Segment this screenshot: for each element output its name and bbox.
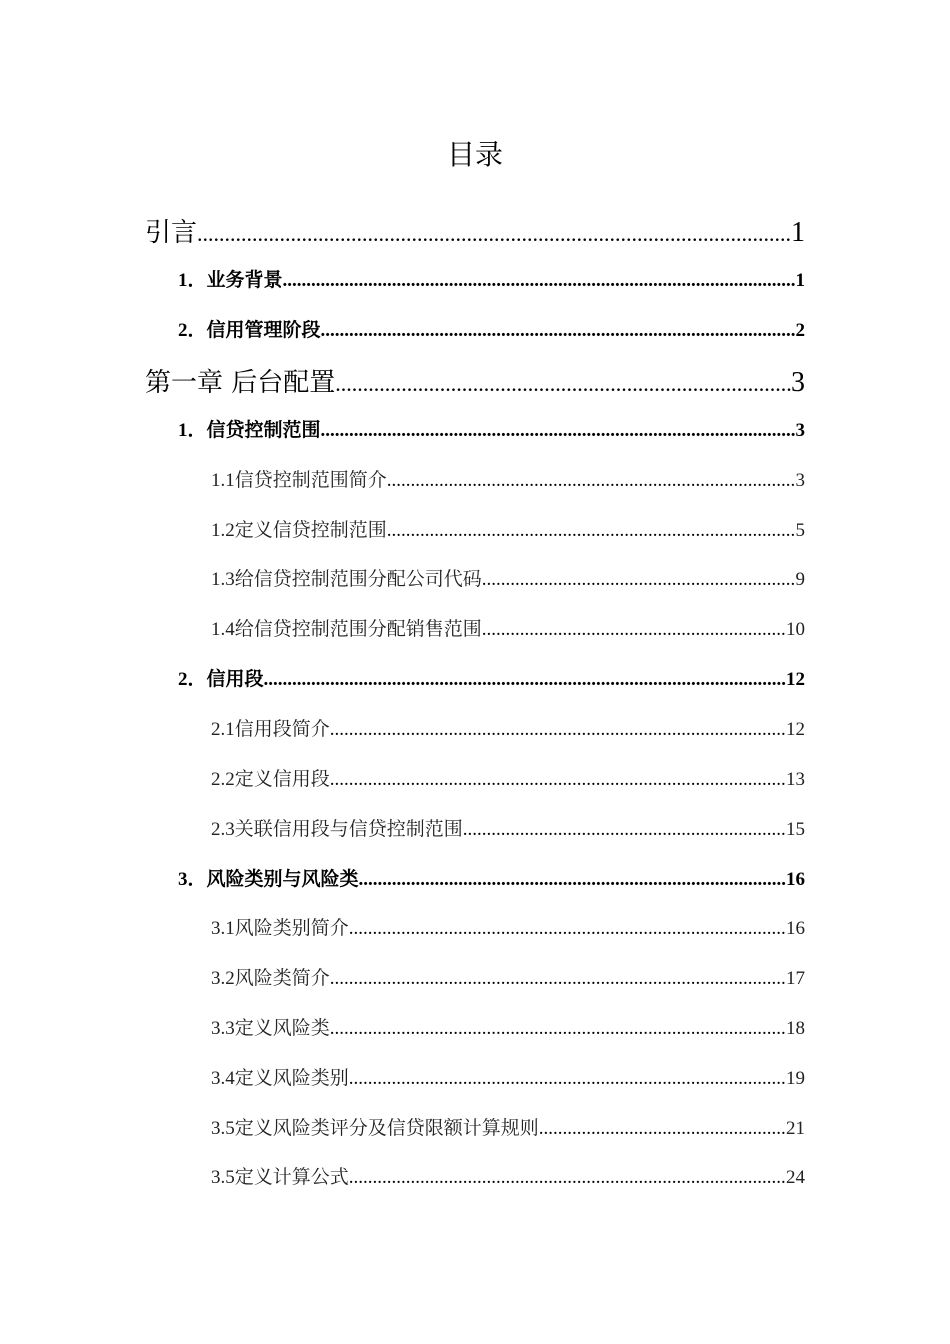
toc-entry-number: 2.1 — [211, 719, 235, 740]
toc-entry-number: 1． — [178, 420, 207, 441]
toc-entry[interactable] — [178, 315, 805, 342]
toc-entry-number: 1． — [178, 270, 207, 291]
toc-page-number: 12 — [786, 669, 805, 690]
toc-page-number: 2 — [795, 320, 805, 341]
toc-entry-number: 3． — [178, 869, 207, 890]
toc-entry-number: 2.3 — [211, 819, 235, 840]
toc-entry-title: 定义风险类别 — [234, 1067, 349, 1089]
toc-entry-number: 3.5 — [211, 1167, 235, 1188]
toc-entry[interactable] — [211, 564, 805, 591]
toc-entry[interactable] — [145, 362, 805, 399]
toc-entry[interactable] — [211, 714, 805, 741]
toc-leader-dots — [321, 420, 796, 442]
toc-entry-title: 风险类别简介 — [234, 917, 349, 939]
toc-leader-dots — [330, 1018, 786, 1040]
toc-leader-dots — [359, 869, 786, 891]
toc-leader-dots — [482, 619, 786, 641]
toc-page-number: 21 — [786, 1118, 805, 1139]
toc-entry-title: 定义信用段 — [234, 768, 330, 790]
toc-entry[interactable] — [211, 764, 805, 791]
toc-entry-number: 1.4 — [211, 619, 235, 640]
toc-entry-title: 业务背景 — [206, 269, 283, 291]
toc-entry[interactable] — [145, 212, 805, 249]
toc-leader-dots — [197, 221, 791, 247]
toc-entry-title: 引言 — [145, 218, 198, 248]
toc-page-number: 1 — [795, 270, 805, 291]
toc-leader-dots — [387, 520, 796, 542]
toc-leader-dots — [349, 1167, 786, 1189]
toc-entry[interactable] — [178, 415, 805, 442]
toc-leader-dots — [387, 470, 796, 492]
toc-entry-number: 1.2 — [211, 520, 235, 541]
toc-entry[interactable] — [211, 465, 805, 492]
toc-entry-title: 信贷控制范围简介 — [234, 469, 387, 491]
toc-leader-dots — [349, 1068, 786, 1090]
toc-entry-number: 2． — [178, 669, 207, 690]
toc-entry[interactable] — [211, 1113, 805, 1140]
toc-leader-dots — [330, 968, 786, 990]
toc-leader-dots — [330, 769, 786, 791]
toc-entry-title: 风险类别与风险类 — [206, 868, 359, 890]
toc-leader-dots — [349, 918, 786, 940]
toc-entry-title: 信用段 — [206, 668, 264, 690]
toc-page-number: 16 — [786, 869, 805, 890]
toc-leader-dots — [330, 719, 786, 741]
toc-entry-number: 3.5 — [211, 1118, 235, 1139]
toc-page-number: 19 — [786, 1068, 805, 1089]
toc-entry[interactable] — [211, 1162, 805, 1189]
toc-page-number: 1 — [791, 217, 805, 248]
toc-page-number: 5 — [795, 520, 805, 541]
toc-entry-title: 关联信用段与信贷控制范围 — [234, 818, 463, 840]
toc-entry-title: 定义风险类 — [234, 1017, 330, 1039]
toc-entry-number: 1.1 — [211, 470, 235, 491]
toc-page-number: 10 — [786, 619, 805, 640]
toc-entry[interactable] — [211, 515, 805, 542]
toc-leader-dots — [283, 270, 796, 292]
toc-leader-dots — [539, 1118, 786, 1140]
toc-entry-title: 第一章 后台配置 — [145, 368, 336, 398]
toc-entry[interactable] — [211, 963, 805, 990]
toc-entry-number: 3.3 — [211, 1018, 235, 1039]
toc-entry-number: 2.2 — [211, 769, 235, 790]
toc-entry[interactable] — [211, 614, 805, 641]
toc-leader-dots — [335, 371, 791, 397]
toc-entry[interactable] — [178, 864, 805, 891]
toc-entry[interactable] — [211, 913, 805, 940]
toc-title: 目录 — [446, 138, 503, 171]
toc-entry-number: 1.3 — [211, 569, 235, 590]
toc-page-number: 12 — [786, 719, 805, 740]
toc-leader-dots — [463, 819, 786, 841]
toc-page-number: 3 — [795, 420, 805, 441]
toc-entry-title: 风险类简介 — [234, 967, 330, 989]
toc-page-number: 9 — [795, 569, 805, 590]
toc-page-number: 16 — [786, 918, 805, 939]
toc-leader-dots — [321, 320, 796, 342]
toc-entry-title: 给信贷控制范围分配公司代码 — [234, 568, 482, 590]
toc-entry-title: 信用管理阶段 — [206, 319, 321, 341]
toc-entry-title: 定义信贷控制范围 — [234, 519, 387, 541]
toc-entry-number: 3.1 — [211, 918, 235, 939]
toc-page-number: 18 — [786, 1018, 805, 1039]
toc-entry[interactable] — [211, 1013, 805, 1040]
toc-entry[interactable] — [211, 1063, 805, 1090]
toc-entry[interactable] — [178, 265, 805, 292]
toc-page-number: 17 — [786, 968, 805, 989]
toc-entry-number: 2． — [178, 320, 207, 341]
toc-leader-dots — [264, 669, 786, 691]
toc-page-number: 3 — [791, 367, 805, 398]
toc-leader-dots — [482, 569, 796, 591]
toc-entry[interactable] — [178, 664, 805, 691]
toc-page-number: 13 — [786, 769, 805, 790]
toc-page-number: 24 — [786, 1167, 805, 1188]
toc-entry-title: 信用段简介 — [234, 718, 330, 740]
toc-page-number: 15 — [786, 819, 805, 840]
toc-entry-title: 给信贷控制范围分配销售范围 — [234, 618, 482, 640]
toc-entry-number: 3.2 — [211, 968, 235, 989]
toc-entry-title: 信贷控制范围 — [206, 419, 321, 441]
toc-entry[interactable] — [211, 814, 805, 841]
toc-page-number: 3 — [795, 470, 805, 491]
toc-entry-title: 定义计算公式 — [234, 1166, 349, 1188]
toc-entry-number: 3.4 — [211, 1068, 235, 1089]
toc-entry-title: 定义风险类评分及信贷限额计算规则 — [234, 1117, 539, 1139]
